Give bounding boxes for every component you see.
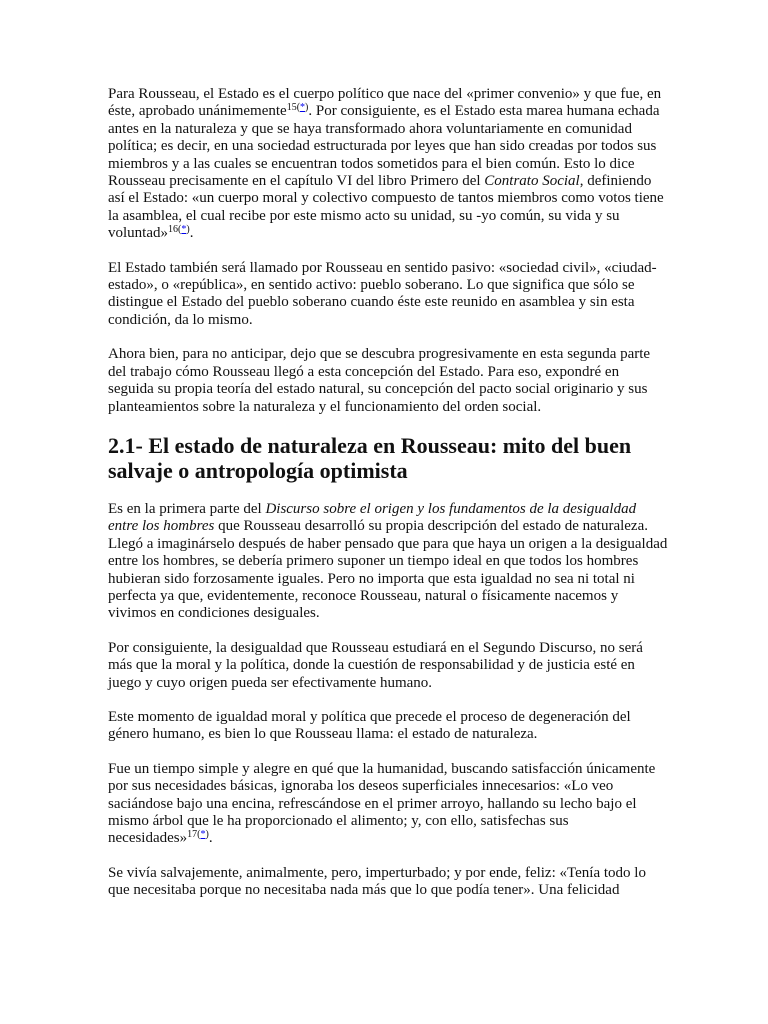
paragraph-igualdad-moral: Este momento de igualdad moral y política que precede el proceso de degeneración del género humano, es bien lo que Rousseau llama: el estado de naturaleza. (108, 708, 631, 743)
paragraph-text: Para Rousseau, el Estado es el cuerpo político que nace del «primer convenio» y que fue, en éste, aprobado unánimemente (108, 86, 662, 120)
paragraph-tiempo-simple (108, 761, 668, 848)
section-heading-2-1: 2.1- El estado de naturaleza en Rousseau: mito del buen salvaje o antropología optimista (108, 432, 632, 483)
book-title-contrato-social: Contrato Social (484, 173, 580, 190)
paragraph-salvajemente: Se vivía salvajemente, animalmente, pero, imperturbado; y por ende, feliz: «Tenía todo lo que necesitaba porque no necesitaba nada más que lo que podía tener». Una felicidad (108, 864, 646, 899)
paragraph-discurso (108, 501, 668, 623)
paragraph-estado-pasivo: El Estado también será llamado por Rousseau en sentido pasivo: «sociedad civil», «ciudad-estado», o «república», en sentido activo: pueblo soberano. Lo que significa que sólo se distingue el Estado del pueblo soberano cuando éste este reunido en asamblea y sin esta condición, da lo mismo. (108, 259, 657, 328)
paragraph-text: , definiendo así el Estado: «un cuerpo moral y colectivo compuesto de tantos miembros como votos tiene la asamblea, el cual recibe por este mismo acto su unidad, su -yo común, su vida y su voluntad» (108, 173, 664, 242)
document-body (108, 86, 668, 917)
book-title-discurso: Discurso sobre el origen y los fundamentos de la desigualdad entre los hombres (108, 500, 637, 535)
paragraph-text: que Rousseau desarrolló su propia descripción del estado de naturaleza. Llegó a imaginárselo después de haber pensado que para que haya un origen a la desigualdad entre los hombres, se debería primero suponer un tiempo ideal en que todos los hombres hubieran sido forzosamente iguales. Pero no importa que esta igualdad no sea ni total ni perfecta ya que, evidentemente, reconoce Rousseau, natural o físicamente nacemos y vivimos en condiciones desiguales. (108, 518, 668, 622)
footnote-marker-17: 17(*) (187, 829, 209, 841)
paragraph-anticipar: Ahora bien, para no anticipar, dejo que se descubra progresivamente en esta segunda parte del trabajo cómo Rousseau llegó a esta concepción del Estado. Para eso, expondré en seguida su propia teoría del estado natural, su concepción del pacto social originario y sus planteamientos sobre la naturaleza y el funcionamiento del orden social. (108, 346, 651, 415)
paragraph-text: . (208, 830, 213, 847)
footnote-marker-15: 15(*) (286, 102, 309, 114)
footnote-link-17[interactable]: * (200, 829, 206, 841)
paragraph-text: . (189, 225, 194, 242)
paragraph-estado-definicion (108, 86, 668, 243)
paragraph-text: . Por consiguiente, es el Estado esta marea humana echada antes en la naturaleza y que se haya transformado ahora voluntariamente en comunidad política; es decir, en una sociedad estructurada por leyes que han sido creadas por todos sus miembros y a las cuales se encuentran todos sometidos para el bien común. Esto lo dice Rousseau precisamente en el capítulo VI del libro Primero del (108, 103, 660, 190)
footnote-link-15[interactable]: * (300, 102, 306, 114)
footnote-marker-16: 16(*) (168, 224, 190, 236)
footnote-link-16[interactable]: * (181, 224, 187, 236)
paragraph-desigualdad: Por consiguiente, la desigualdad que Rousseau estudiará en el Segundo Discurso, no será más que la moral y la política, donde la cuestión de responsabilidad y de justicia esté en juego y cuyo origen pueda ser efectivamente humano. (108, 639, 643, 691)
paragraph-text: Es en la primera parte del (108, 500, 266, 517)
paragraph-text: Fue un tiempo simple y alegre en qué que la humanidad, buscando satisfacción únicamente por sus necesidades básicas, ignoraba los deseos superficiales innecesarios: «Lo veo saciándose bajo una encina, refrescándose en el primer arroyo, hallando su lecho bajo el mismo árbol que le ha proporcionado el alimento; y, con ello, satisfechas sus necesidades» (108, 760, 656, 847)
